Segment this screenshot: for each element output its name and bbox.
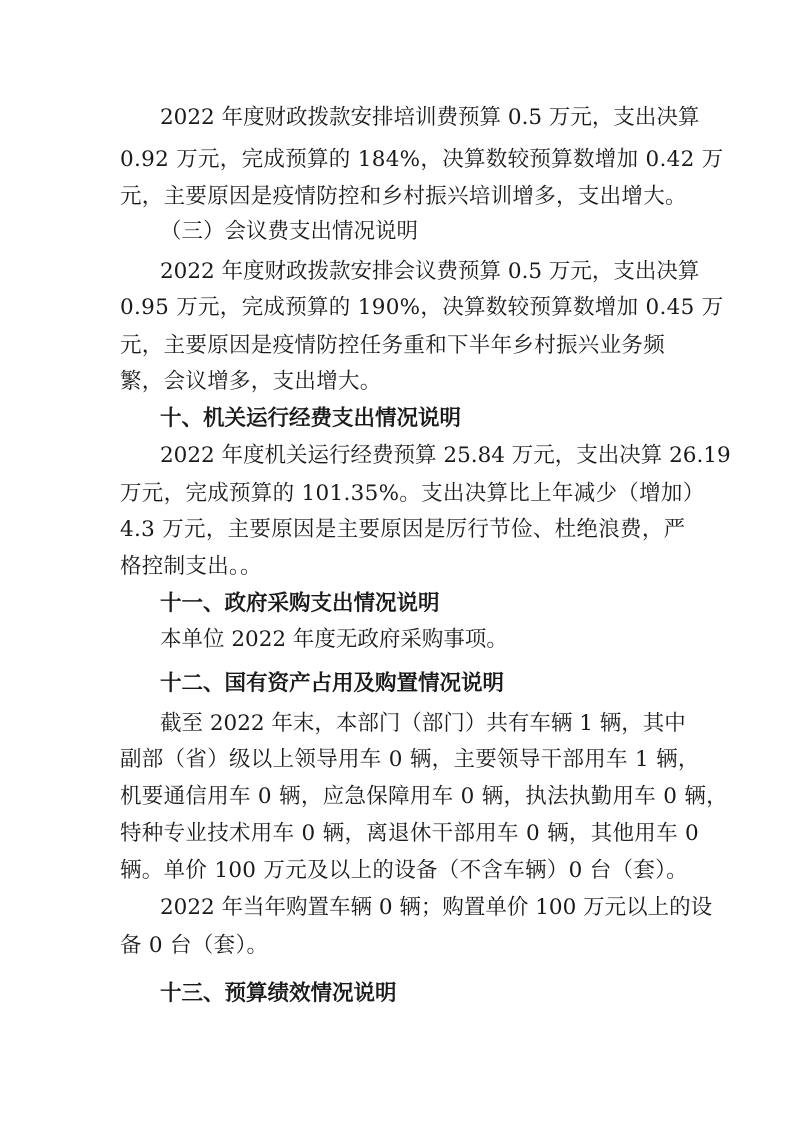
paragraph-line: 4.3 万元，主要原因是主要原因是厉行节俭、杜绝浪费，严 — [120, 517, 686, 542]
paragraph-line: 2022 年度机关运行经费预算 25.84 万元，支出决算 26.19 — [160, 443, 731, 468]
paragraph-line: 2022 年度财政拨款安排培训费预算 0.5 万元，支出决算 — [160, 105, 700, 130]
paragraph-line: 元，主要原因是疫情防控任务重和下半年乡村振兴业务频 — [120, 333, 666, 358]
paragraph-line: 特种专业技术用车 0 辆，离退休干部用车 0 辆，其他用车 0 — [120, 821, 700, 846]
paragraph-line: 辆。单价 100 万元及以上的设备（不含车辆）0 台（套）。 — [120, 858, 688, 883]
paragraph-line: 0.92 万元，完成预算的 184%，决算数较预算数增加 0.42 万 — [120, 147, 724, 172]
paragraph-line: 副部（省）级以上领导用车 0 辆，主要领导干部用车 1 辆， — [120, 747, 700, 772]
paragraph-line: 繁，会议增多，支出增大。 — [120, 369, 382, 394]
section-heading: 十、机关运行经费支出情况说明 — [160, 406, 462, 431]
paragraph-line: 万元，完成预算的 101.35%。支出决算比上年减少（增加） — [120, 481, 705, 506]
section-heading: 十一、政府采购支出情况说明 — [160, 591, 440, 616]
paragraph-line: 0.95 万元，完成预算的 190%，决算数较预算数增加 0.45 万 — [120, 295, 724, 320]
paragraph-line: 机要通信用车 0 辆，应急保障用车 0 辆，执法执勤用车 0 辆， — [120, 784, 728, 809]
paragraph-line: 元，主要原因是疫情防控和乡村振兴培训增多，支出增大。 — [120, 184, 687, 209]
section-heading: 十三、预算绩效情况说明 — [160, 981, 397, 1006]
paragraph-line: 截至 2022 年末，本部门（部门）共有车辆 1 辆，其中 — [160, 711, 686, 736]
section-heading: 十二、国有资产占用及购置情况说明 — [160, 671, 505, 696]
paragraph-line: 2022 年度财政拨款安排会议费预算 0.5 万元，支出决算 — [160, 259, 700, 284]
paragraph-line: 2022 年当年购置车辆 0 辆；购置单价 100 万元以上的设 — [160, 895, 713, 920]
section-subheading: （三）会议费支出情况说明 — [160, 219, 419, 244]
paragraph-line: 备 0 台（套）。 — [120, 933, 269, 958]
paragraph-line: 格控制支出。。 — [120, 554, 262, 579]
paragraph-line: 本单位 2022 年度无政府采购事项。 — [160, 627, 508, 652]
